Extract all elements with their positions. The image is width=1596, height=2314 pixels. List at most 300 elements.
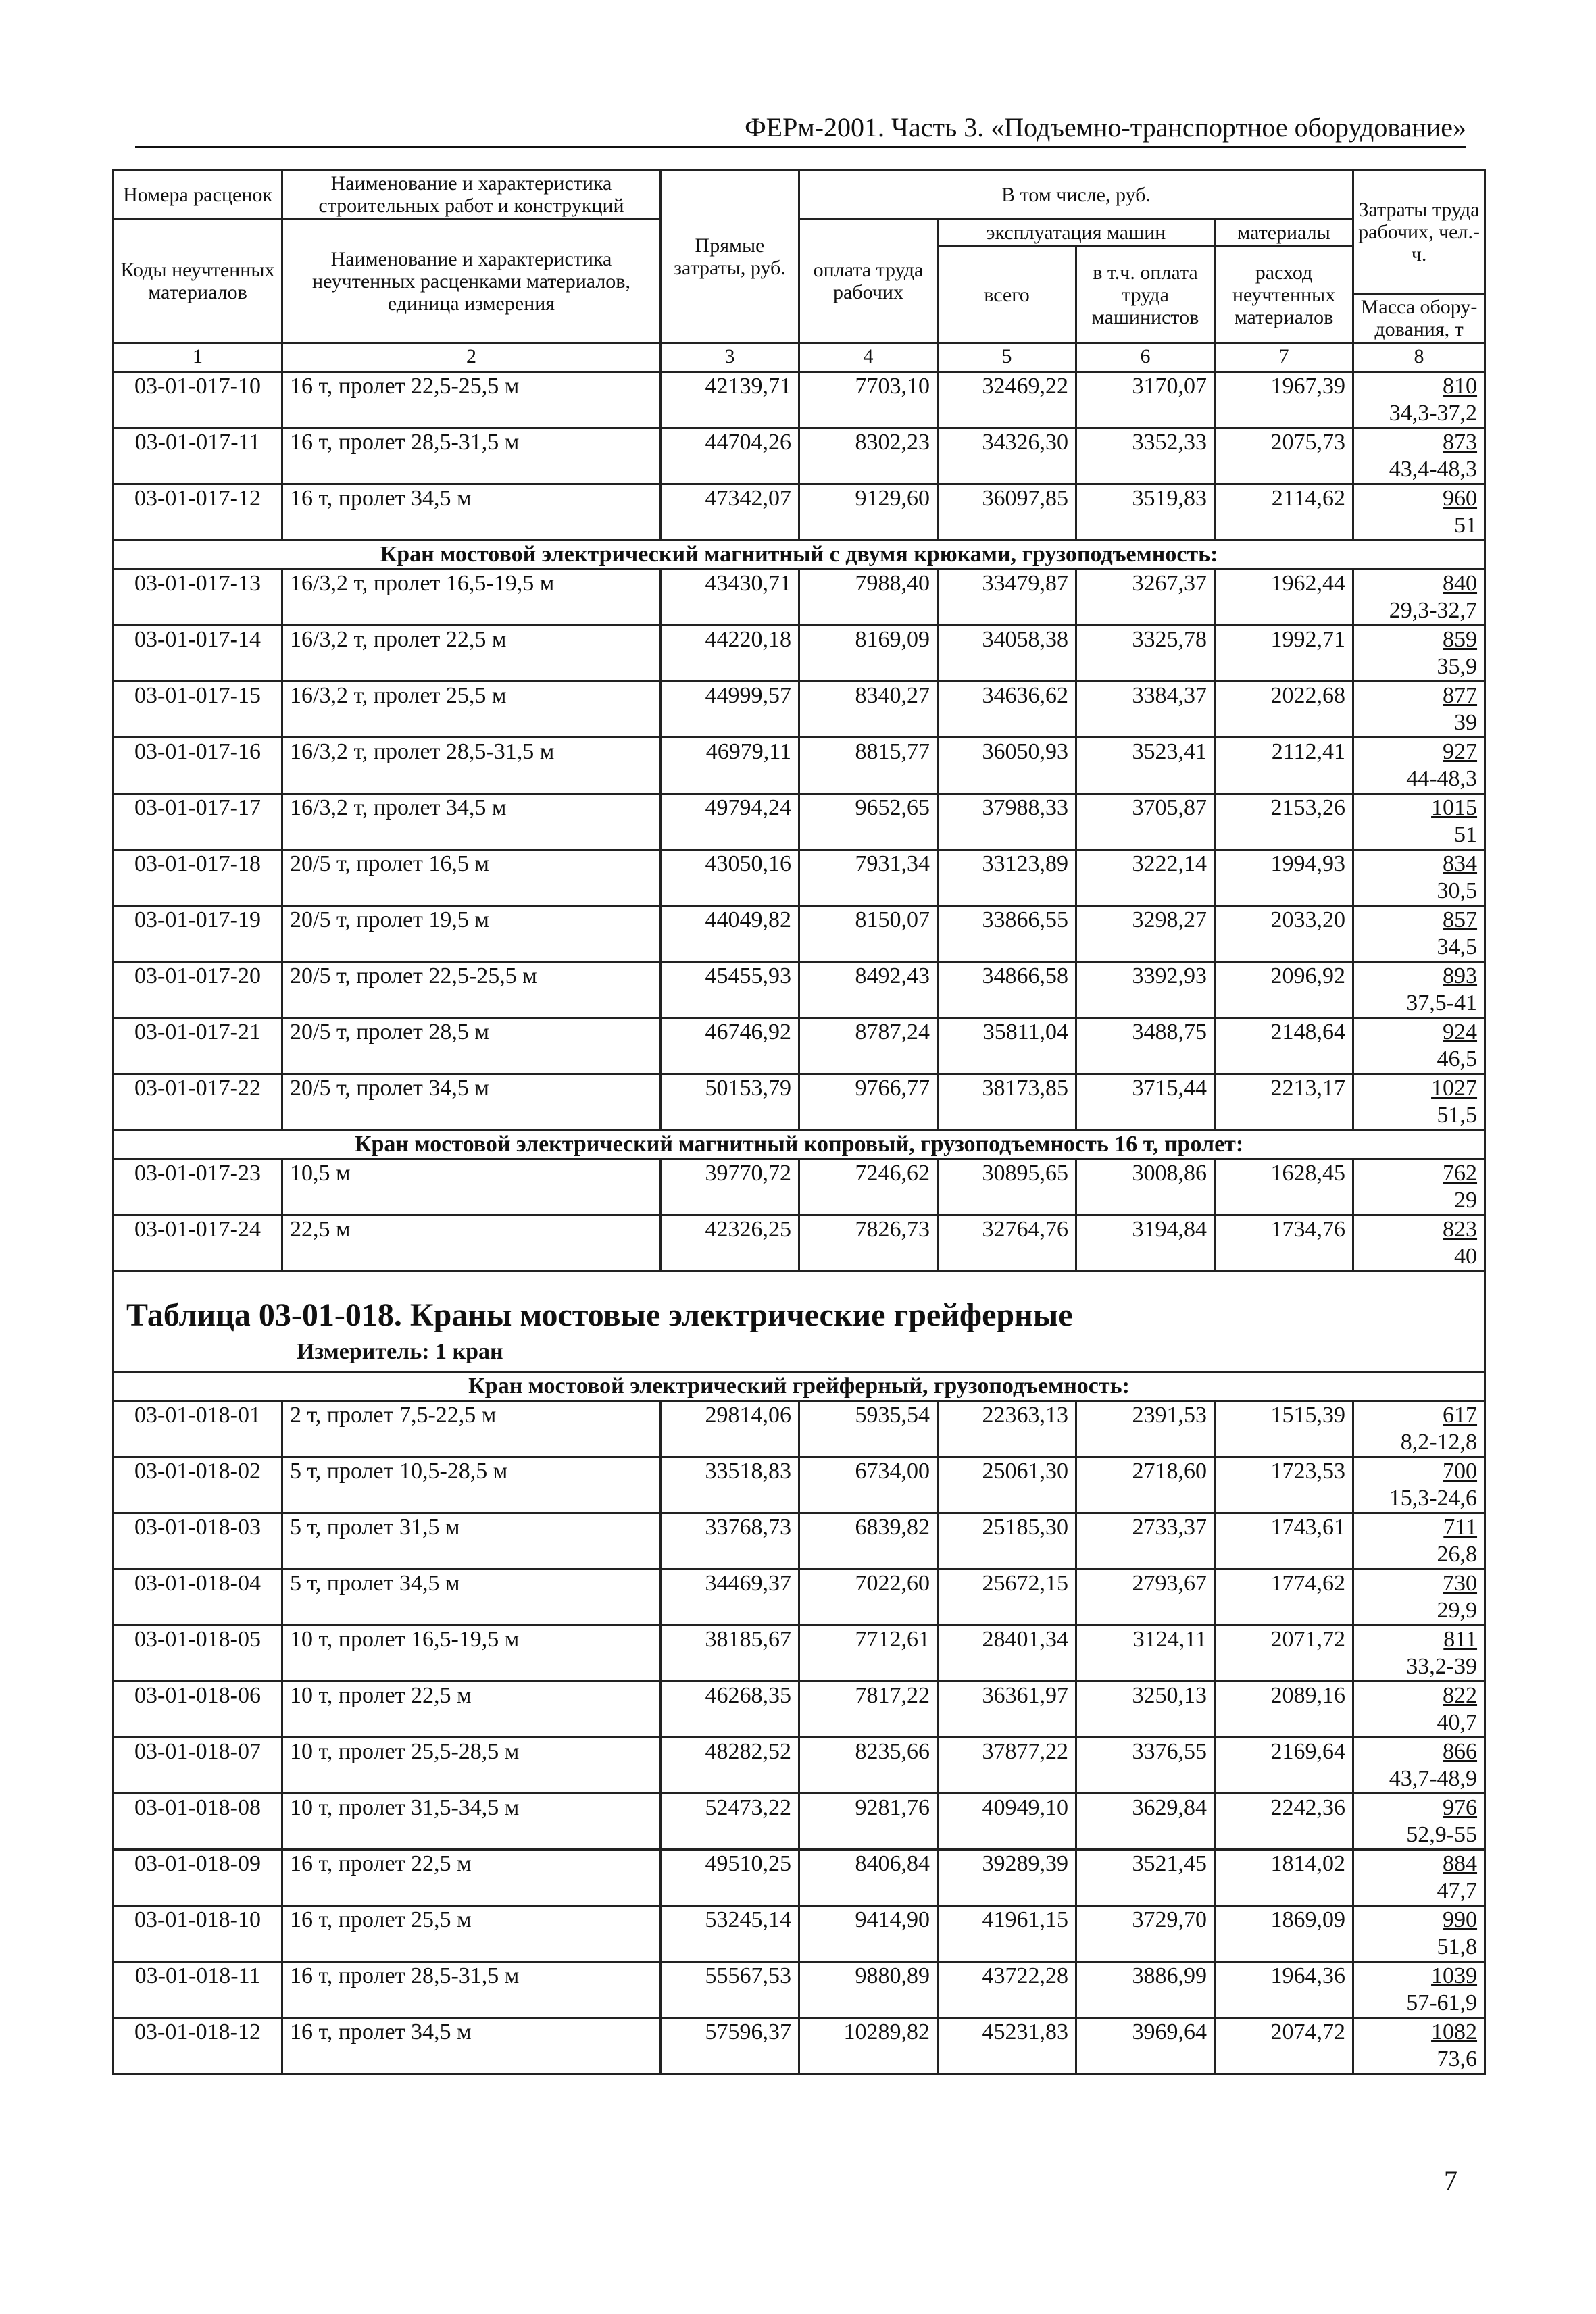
table-row (114, 1215, 1485, 1272)
rate-code: 03-01-018-03 (114, 1513, 282, 1569)
table-row (114, 1682, 1485, 1738)
col-header-work-name: Наименование и характеристика строительных работ и конструкций (282, 170, 661, 220)
direct-costs: 33768,73 (661, 1513, 799, 1569)
table-row (114, 372, 1485, 428)
work-name: 10 т, пролет 25,5-28,5 м (282, 1738, 661, 1794)
table-row (114, 906, 1485, 962)
labor-hours: 822 (1443, 1683, 1478, 1708)
rate-code: 03-01-018-11 (114, 1962, 282, 2018)
equipment-mass: 57-61,9 (1406, 1990, 1478, 2015)
section-header-row (114, 540, 1485, 570)
rate-code: 03-01-017-20 (114, 962, 282, 1018)
operators-pay: 3392,93 (1076, 962, 1215, 1018)
operators-pay: 3222,14 (1076, 850, 1215, 906)
labor-hours: 811 (1443, 1627, 1478, 1652)
machines-total: 25061,30 (938, 1457, 1076, 1513)
direct-costs: 44220,18 (661, 626, 799, 682)
labor-pay: 7931,34 (799, 850, 938, 906)
operators-pay: 3194,84 (1076, 1215, 1215, 1272)
materials-cost: 2169,64 (1215, 1738, 1353, 1794)
equipment-mass: 29,9 (1437, 1598, 1478, 1623)
equipment-mass: 51,8 (1437, 1934, 1478, 1959)
materials-cost: 2213,17 (1215, 1074, 1353, 1130)
labor-hours: 960 (1443, 486, 1478, 511)
labor-hours: 617 (1443, 1403, 1478, 1428)
labor-hours-and-mass (1353, 1850, 1485, 1906)
labor-hours-and-mass (1353, 794, 1485, 850)
operators-pay: 2391,53 (1076, 1401, 1215, 1457)
rate-code: 03-01-017-16 (114, 738, 282, 794)
work-name: 16/3,2 т, пролет 22,5 м (282, 626, 661, 682)
section-title: Кран мостовой электрический магнитный с двумя крюками, грузоподъемность: (114, 540, 1485, 570)
labor-hours-and-mass (1353, 1794, 1485, 1850)
rates-table (112, 169, 1486, 2075)
labor-pay: 8302,23 (799, 428, 938, 484)
rate-code: 03-01-017-18 (114, 850, 282, 906)
direct-costs: 46979,11 (661, 738, 799, 794)
table-row (114, 962, 1485, 1018)
labor-pay: 10289,82 (799, 2018, 938, 2074)
machines-total: 34058,38 (938, 626, 1076, 682)
direct-costs: 29814,06 (661, 1401, 799, 1457)
equipment-mass: 29,3-32,7 (1389, 598, 1478, 623)
operators-pay: 3705,87 (1076, 794, 1215, 850)
equipment-mass: 33,2-39 (1406, 1654, 1478, 1679)
direct-costs: 44049,82 (661, 906, 799, 962)
col-header-materials-consumption: расход неучтенных материалов (1215, 247, 1353, 343)
equipment-mass: 46,5 (1437, 1047, 1478, 1072)
machines-total: 37988,33 (938, 794, 1076, 850)
labor-hours: 866 (1443, 1739, 1478, 1764)
labor-hours-and-mass (1353, 1457, 1485, 1513)
labor-hours: 810 (1443, 374, 1478, 399)
work-name: 5 т, пролет 10,5-28,5 м (282, 1457, 661, 1513)
table-row (114, 1738, 1485, 1794)
labor-hours-and-mass (1353, 626, 1485, 682)
direct-costs: 46746,92 (661, 1018, 799, 1074)
labor-hours-and-mass (1353, 570, 1485, 626)
operators-pay: 3250,13 (1076, 1682, 1215, 1738)
operators-pay: 3008,86 (1076, 1159, 1215, 1215)
operators-pay: 2793,67 (1076, 1569, 1215, 1626)
table-row (114, 682, 1485, 738)
work-name: 10 т, пролет 16,5-19,5 м (282, 1626, 661, 1682)
labor-pay: 8150,07 (799, 906, 938, 962)
labor-hours: 877 (1443, 683, 1478, 708)
operators-pay: 2733,37 (1076, 1513, 1215, 1569)
equipment-mass: 8,2-12,8 (1400, 1430, 1478, 1455)
equipment-mass: 35,9 (1437, 654, 1478, 679)
labor-hours: 823 (1443, 1217, 1478, 1242)
labor-pay: 7246,62 (799, 1159, 938, 1215)
operators-pay: 3170,07 (1076, 372, 1215, 428)
labor-pay: 7817,22 (799, 1682, 938, 1738)
direct-costs: 43430,71 (661, 570, 799, 626)
col-header-including: В том числе, руб. (799, 170, 1353, 220)
direct-costs: 57596,37 (661, 2018, 799, 2074)
table-row (114, 850, 1485, 906)
materials-cost: 1962,44 (1215, 570, 1353, 626)
table-row (114, 1626, 1485, 1682)
operators-pay: 3384,37 (1076, 682, 1215, 738)
machines-total: 41961,15 (938, 1906, 1076, 1962)
machines-total: 28401,34 (938, 1626, 1076, 1682)
materials-cost: 2089,16 (1215, 1682, 1353, 1738)
table-title: Таблица 03-01-018. Краны мостовые электрические грейферные (126, 1297, 1073, 1333)
labor-hours-and-mass (1353, 1215, 1485, 1272)
operators-pay: 3729,70 (1076, 1906, 1215, 1962)
equipment-mass: 43,7-48,9 (1389, 1766, 1478, 1791)
rate-code: 03-01-017-24 (114, 1215, 282, 1272)
machines-total: 39289,39 (938, 1850, 1076, 1906)
direct-costs: 52473,22 (661, 1794, 799, 1850)
col-header-material-codes: Коды неучтенных материалов (114, 220, 282, 343)
col-header-machine-operators: в т.ч. оплата труда машинистов (1076, 247, 1215, 343)
machines-total: 32764,76 (938, 1215, 1076, 1272)
labor-hours: 1027 (1431, 1076, 1478, 1101)
operators-pay: 3298,27 (1076, 906, 1215, 962)
col-header-direct-costs: Прямые затраты, руб. (661, 170, 799, 343)
table-row (114, 1906, 1485, 1962)
labor-hours-and-mass (1353, 484, 1485, 540)
work-name: 10 т, пролет 31,5-34,5 м (282, 1794, 661, 1850)
table-row (114, 1850, 1485, 1906)
machines-total: 36097,85 (938, 484, 1076, 540)
labor-pay: 8235,66 (799, 1738, 938, 1794)
rate-code: 03-01-017-17 (114, 794, 282, 850)
labor-hours: 873 (1443, 430, 1478, 455)
rate-code: 03-01-018-04 (114, 1569, 282, 1626)
materials-cost: 1994,93 (1215, 850, 1353, 906)
operators-pay: 3488,75 (1076, 1018, 1215, 1074)
labor-hours-and-mass (1353, 1569, 1485, 1626)
labor-pay: 9880,89 (799, 1962, 938, 2018)
labor-hours-and-mass (1353, 1906, 1485, 1962)
work-name: 20/5 т, пролет 19,5 м (282, 906, 661, 962)
machines-total: 34326,30 (938, 428, 1076, 484)
labor-hours-and-mass (1353, 1513, 1485, 1569)
rate-code: 03-01-018-07 (114, 1738, 282, 1794)
equipment-mass: 47,7 (1437, 1878, 1478, 1903)
labor-pay: 9281,76 (799, 1794, 938, 1850)
work-name: 20/5 т, пролет 34,5 м (282, 1074, 661, 1130)
labor-pay: 9766,77 (799, 1074, 938, 1130)
materials-cost: 2033,20 (1215, 906, 1353, 962)
labor-hours: 730 (1443, 1571, 1478, 1596)
machines-total: 36361,97 (938, 1682, 1076, 1738)
equipment-mass: 34,5 (1437, 934, 1478, 959)
labor-hours: 859 (1443, 627, 1478, 652)
labor-hours-and-mass (1353, 850, 1485, 906)
work-name: 16 т, пролет 28,5-31,5 м (282, 1962, 661, 2018)
labor-pay: 7022,60 (799, 1569, 938, 1626)
operators-pay: 3376,55 (1076, 1738, 1215, 1794)
materials-cost: 2071,72 (1215, 1626, 1353, 1682)
direct-costs: 43050,16 (661, 850, 799, 906)
labor-hours-and-mass (1353, 1018, 1485, 1074)
section-header-row (114, 1372, 1485, 1401)
machines-total: 45231,83 (938, 2018, 1076, 2074)
rate-code: 03-01-017-22 (114, 1074, 282, 1130)
table-row (114, 1513, 1485, 1569)
machines-total: 37877,22 (938, 1738, 1076, 1794)
col-header-machines-total: всего (938, 247, 1076, 343)
labor-hours: 857 (1443, 907, 1478, 932)
labor-hours-and-mass (1353, 962, 1485, 1018)
equipment-mass: 15,3-24,6 (1389, 1486, 1478, 1511)
work-name: 16 т, пролет 34,5 м (282, 484, 661, 540)
machines-total: 33866,55 (938, 906, 1076, 962)
materials-cost: 2112,41 (1215, 738, 1353, 794)
labor-hours-and-mass (1353, 428, 1485, 484)
machines-total: 30895,65 (938, 1159, 1076, 1215)
materials-cost: 2096,92 (1215, 962, 1353, 1018)
work-name: 20/5 т, пролет 28,5 м (282, 1018, 661, 1074)
direct-costs: 48282,52 (661, 1738, 799, 1794)
direct-costs: 50153,79 (661, 1074, 799, 1130)
labor-hours-and-mass (1353, 738, 1485, 794)
table-title-cell (114, 1272, 1485, 1372)
table-row (114, 626, 1485, 682)
table-row (114, 738, 1485, 794)
labor-pay: 9129,60 (799, 484, 938, 540)
col-index: 5 (938, 343, 1076, 372)
materials-cost: 2114,62 (1215, 484, 1353, 540)
labor-hours-and-mass (1353, 682, 1485, 738)
labor-pay: 6839,82 (799, 1513, 938, 1569)
work-name: 5 т, пролет 34,5 м (282, 1569, 661, 1626)
machines-total: 34636,62 (938, 682, 1076, 738)
labor-pay: 7703,10 (799, 372, 938, 428)
materials-cost: 2242,36 (1215, 1794, 1353, 1850)
work-name: 10,5 м (282, 1159, 661, 1215)
operators-pay: 3886,99 (1076, 1962, 1215, 2018)
work-name: 16/3,2 т, пролет 25,5 м (282, 682, 661, 738)
operators-pay: 3325,78 (1076, 626, 1215, 682)
materials-cost: 1734,76 (1215, 1215, 1353, 1272)
col-header-material-name: Наименование и характеристика неучтенных расценками материалов, единица измерения (282, 220, 661, 343)
col-index: 4 (799, 343, 938, 372)
price-table (112, 169, 1484, 2075)
work-name: 16/3,2 т, пролет 16,5-19,5 м (282, 570, 661, 626)
work-name: 22,5 м (282, 1215, 661, 1272)
labor-pay: 8492,43 (799, 962, 938, 1018)
materials-cost: 1743,61 (1215, 1513, 1353, 1569)
equipment-mass: 51 (1454, 822, 1478, 847)
work-name: 5 т, пролет 31,5 м (282, 1513, 661, 1569)
machines-total: 34866,58 (938, 962, 1076, 1018)
table-row (114, 2018, 1485, 2074)
rate-code: 03-01-018-12 (114, 2018, 282, 2074)
equipment-mass: 44-48,3 (1406, 766, 1478, 791)
operators-pay: 3629,84 (1076, 1794, 1215, 1850)
machines-total: 33479,87 (938, 570, 1076, 626)
col-header-materials: материалы (1215, 220, 1353, 247)
direct-costs: 49794,24 (661, 794, 799, 850)
work-name: 16 т, пролет 22,5 м (282, 1850, 661, 1906)
labor-pay: 9414,90 (799, 1906, 938, 1962)
col-header-labor-costs: Затраты труда рабочих, чел.-ч. (1353, 170, 1485, 294)
direct-costs: 44999,57 (661, 682, 799, 738)
labor-hours-and-mass (1353, 906, 1485, 962)
labor-hours-and-mass (1353, 1962, 1485, 2018)
equipment-mass: 51,5 (1437, 1103, 1478, 1128)
equipment-mass: 40 (1454, 1244, 1478, 1269)
direct-costs: 42326,25 (661, 1215, 799, 1272)
column-index-row (114, 343, 1485, 372)
equipment-mass: 37,5-41 (1406, 990, 1478, 1015)
rate-code: 03-01-017-10 (114, 372, 282, 428)
rate-code: 03-01-018-01 (114, 1401, 282, 1457)
operators-pay: 3124,11 (1076, 1626, 1215, 1682)
labor-hours: 840 (1443, 571, 1478, 596)
rate-code: 03-01-017-21 (114, 1018, 282, 1074)
labor-hours: 924 (1443, 1020, 1478, 1045)
labor-hours: 990 (1443, 1907, 1478, 1932)
col-header-labor-pay: оплата труда рабочих (799, 220, 938, 343)
materials-cost: 1967,39 (1215, 372, 1353, 428)
machines-total: 33123,89 (938, 850, 1076, 906)
rate-code: 03-01-017-23 (114, 1159, 282, 1215)
rate-code: 03-01-017-14 (114, 626, 282, 682)
section-title: Кран мостовой электрический магнитный копровый, грузоподъемность 16 т, пролет: (114, 1130, 1485, 1159)
rate-code: 03-01-017-11 (114, 428, 282, 484)
work-name: 16 т, пролет 28,5-31,5 м (282, 428, 661, 484)
table-row (114, 1962, 1485, 2018)
materials-cost: 1869,09 (1215, 1906, 1353, 1962)
table-title-row (114, 1272, 1485, 1372)
table-row (114, 1569, 1485, 1626)
direct-costs: 55567,53 (661, 1962, 799, 2018)
col-index: 7 (1215, 343, 1353, 372)
rate-code: 03-01-018-06 (114, 1682, 282, 1738)
rate-code: 03-01-018-02 (114, 1457, 282, 1513)
labor-hours: 1082 (1431, 2019, 1478, 2044)
direct-costs: 44704,26 (661, 428, 799, 484)
materials-cost: 1723,53 (1215, 1457, 1353, 1513)
table-row (114, 1794, 1485, 1850)
operators-pay: 3521,45 (1076, 1850, 1215, 1906)
labor-hours-and-mass (1353, 1159, 1485, 1215)
machines-total: 25672,15 (938, 1569, 1076, 1626)
materials-cost: 1515,39 (1215, 1401, 1353, 1457)
labor-pay: 9652,65 (799, 794, 938, 850)
machines-total: 22363,13 (938, 1401, 1076, 1457)
work-name: 20/5 т, пролет 22,5-25,5 м (282, 962, 661, 1018)
labor-pay: 7712,61 (799, 1626, 938, 1682)
section-title: Кран мостовой электрический грейферный, грузоподъемность: (114, 1372, 1485, 1401)
table-row (114, 1159, 1485, 1215)
work-name: 16 т, пролет 22,5-25,5 м (282, 372, 661, 428)
table-row (114, 1074, 1485, 1130)
labor-hours: 1015 (1431, 795, 1478, 820)
labor-hours-and-mass (1353, 1401, 1485, 1457)
table-row (114, 794, 1485, 850)
labor-hours-and-mass (1353, 1626, 1485, 1682)
labor-hours-and-mass (1353, 2018, 1485, 2074)
machines-total: 38173,85 (938, 1074, 1076, 1130)
col-index: 3 (661, 343, 799, 372)
header-rule (135, 146, 1466, 148)
equipment-mass: 43,4-48,3 (1389, 457, 1478, 482)
work-name: 2 т, пролет 7,5-22,5 м (282, 1401, 661, 1457)
labor-hours: 884 (1443, 1851, 1478, 1876)
labor-hours: 700 (1443, 1459, 1478, 1484)
labor-hours-and-mass (1353, 1738, 1485, 1794)
materials-cost: 1628,45 (1215, 1159, 1353, 1215)
materials-cost: 2153,26 (1215, 794, 1353, 850)
rate-code: 03-01-018-08 (114, 1794, 282, 1850)
labor-pay: 8815,77 (799, 738, 938, 794)
work-name: 16/3,2 т, пролет 34,5 м (282, 794, 661, 850)
labor-hours: 893 (1443, 963, 1478, 988)
equipment-mass: 26,8 (1437, 1542, 1478, 1567)
labor-hours: 711 (1443, 1515, 1478, 1540)
operators-pay: 3969,64 (1076, 2018, 1215, 2074)
table-unit: Измеритель: 1 кран (297, 1339, 503, 1364)
col-index: 2 (282, 343, 661, 372)
labor-pay: 8787,24 (799, 1018, 938, 1074)
col-index: 8 (1353, 343, 1485, 372)
table-row (114, 1457, 1485, 1513)
labor-hours-and-mass (1353, 372, 1485, 428)
work-name: 10 т, пролет 22,5 м (282, 1682, 661, 1738)
table-row (114, 1018, 1485, 1074)
rate-code: 03-01-018-10 (114, 1906, 282, 1962)
direct-costs: 39770,72 (661, 1159, 799, 1215)
equipment-mass: 40,7 (1437, 1710, 1478, 1735)
labor-pay: 7988,40 (799, 570, 938, 626)
materials-cost: 1814,02 (1215, 1850, 1353, 1906)
materials-cost: 1992,71 (1215, 626, 1353, 682)
operators-pay: 3523,41 (1076, 738, 1215, 794)
labor-hours-and-mass (1353, 1074, 1485, 1130)
operators-pay: 3352,33 (1076, 428, 1215, 484)
materials-cost: 1774,62 (1215, 1569, 1353, 1626)
col-header-machines: эксплуатация машин (938, 220, 1215, 247)
machines-total: 32469,22 (938, 372, 1076, 428)
machines-total: 35811,04 (938, 1018, 1076, 1074)
machines-total: 36050,93 (938, 738, 1076, 794)
work-name: 20/5 т, пролет 16,5 м (282, 850, 661, 906)
rate-code: 03-01-018-09 (114, 1850, 282, 1906)
materials-cost: 2022,68 (1215, 682, 1353, 738)
labor-pay: 8406,84 (799, 1850, 938, 1906)
direct-costs: 46268,35 (661, 1682, 799, 1738)
work-name: 16/3,2 т, пролет 28,5-31,5 м (282, 738, 661, 794)
rate-code: 03-01-017-19 (114, 906, 282, 962)
equipment-mass: 29 (1454, 1188, 1478, 1213)
work-name: 16 т, пролет 34,5 м (282, 2018, 661, 2074)
labor-hours: 976 (1443, 1795, 1478, 1820)
table-row (114, 428, 1485, 484)
labor-pay: 7826,73 (799, 1215, 938, 1272)
col-index: 6 (1076, 343, 1215, 372)
direct-costs: 33518,83 (661, 1457, 799, 1513)
materials-cost: 2075,73 (1215, 428, 1353, 484)
labor-pay: 8169,09 (799, 626, 938, 682)
operators-pay: 3267,37 (1076, 570, 1215, 626)
equipment-mass: 52,9-55 (1406, 1822, 1478, 1847)
machines-total: 25185,30 (938, 1513, 1076, 1569)
direct-costs: 38185,67 (661, 1626, 799, 1682)
rate-code: 03-01-017-13 (114, 570, 282, 626)
equipment-mass: 30,5 (1437, 878, 1478, 903)
equipment-mass: 34,3-37,2 (1389, 401, 1478, 426)
equipment-mass: 51 (1454, 513, 1478, 538)
table-row (114, 570, 1485, 626)
labor-hours: 762 (1443, 1161, 1478, 1186)
